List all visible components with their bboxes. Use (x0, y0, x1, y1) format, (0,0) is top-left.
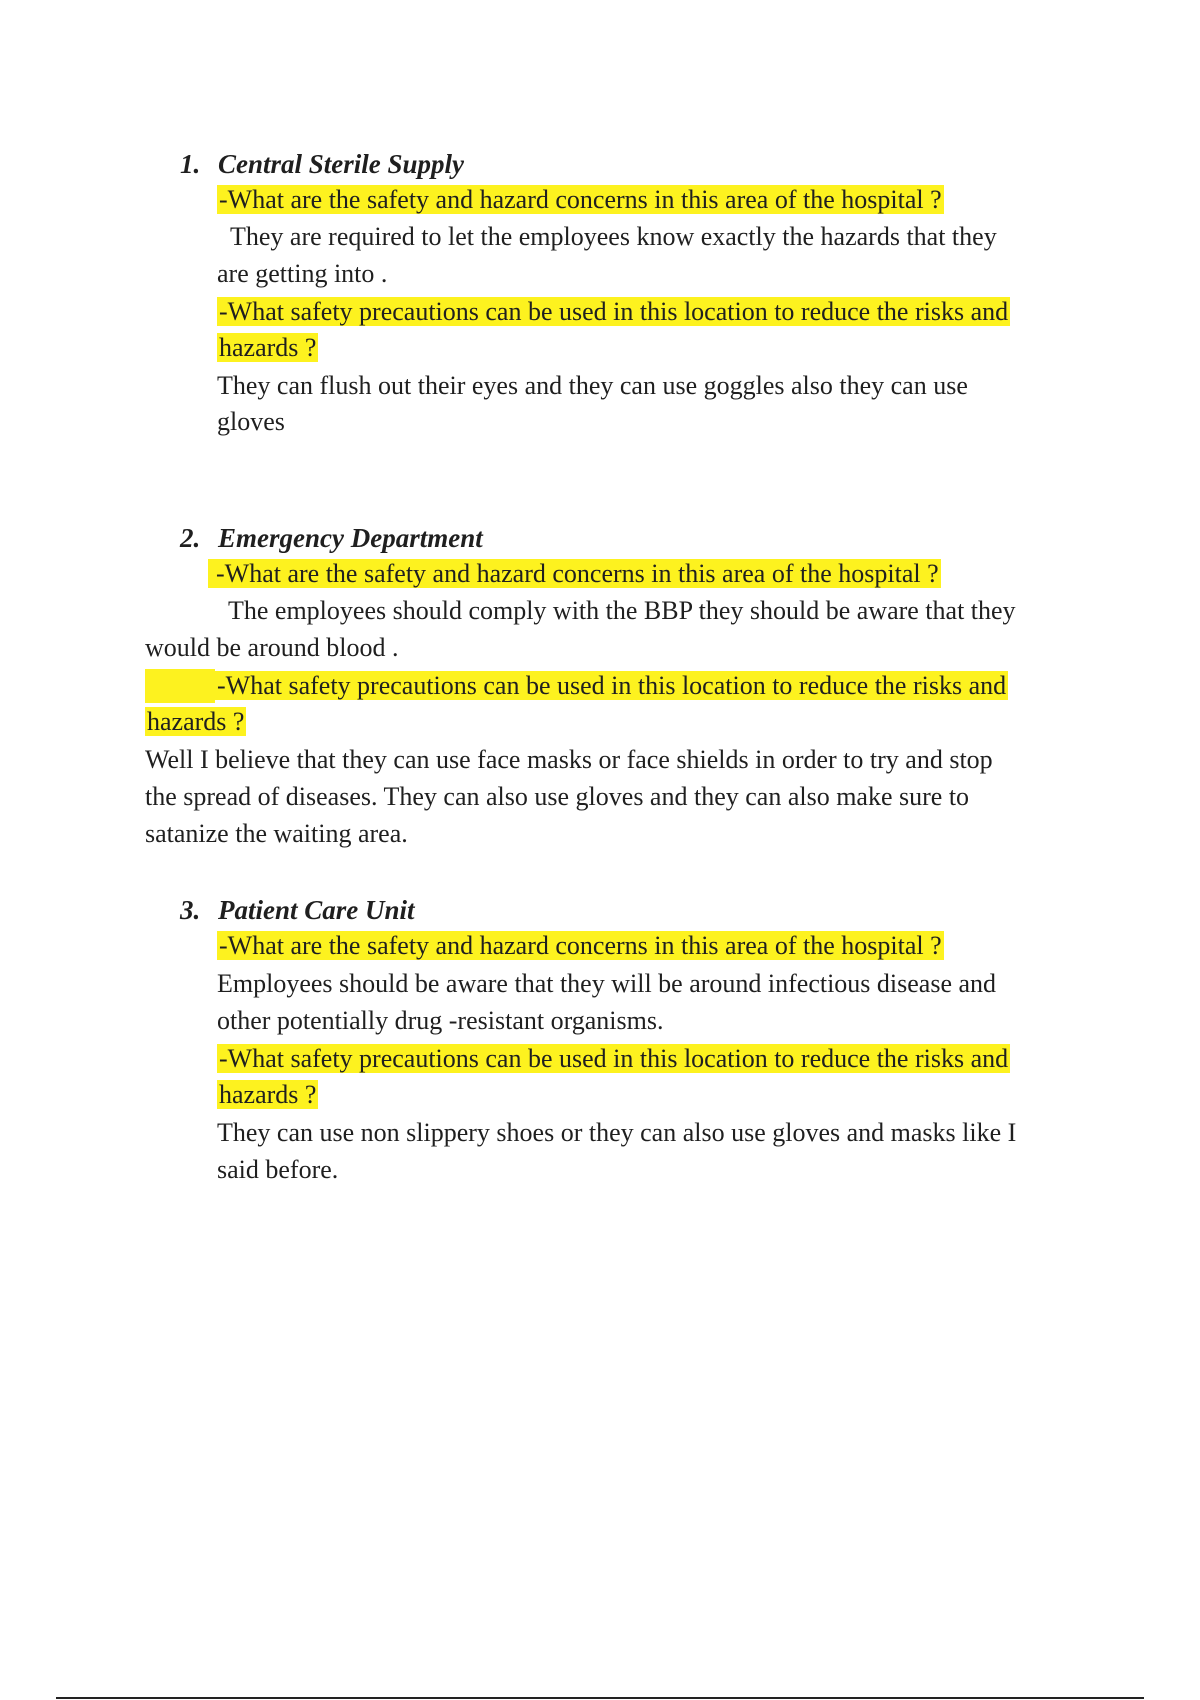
answer-line: Employees should be aware that they will be around infectious disease and (217, 969, 997, 998)
answer-line: They can flush out their eyes and they can use goggles also they can use (217, 371, 968, 400)
question-line (217, 330, 318, 366)
question-line (217, 294, 1010, 330)
footer-rule (56, 1697, 1144, 1699)
section-heading (180, 520, 483, 556)
question-line (208, 556, 941, 592)
highlighted-question: hazards ? (219, 333, 317, 362)
question-line (215, 668, 1008, 704)
highlighted-question: -What safety precautions can be used in this location to reduce the risks and (219, 1044, 1009, 1073)
highlighted-question: -What safety precautions can be used in this location to reduce the risks and (219, 297, 1009, 326)
question-line (217, 1077, 318, 1113)
answer-line: They can use non slippery shoes or they can also use gloves and masks like I (217, 1118, 1017, 1147)
highlighted-question: hazards ? (219, 1080, 317, 1109)
highlight-indent (145, 669, 215, 703)
section-title: Emergency Department (218, 523, 483, 553)
answer-line: Well I believe that they can use face masks or face shields in order to try and stop (145, 745, 993, 774)
highlighted-question: -What are the safety and hazard concerns in this area of the hospital ? (219, 185, 942, 214)
highlighted-question: -What safety precautions can be used in this location to reduce the risks and (217, 671, 1007, 700)
answer-line: would be around blood . (145, 633, 399, 662)
answer-line: gloves (217, 407, 285, 436)
answer-line: the spread of diseases. They can also use gloves and they can also make sure to (145, 782, 970, 811)
section-number: 2. (180, 523, 201, 553)
question-line (217, 1041, 1010, 1077)
question-line (217, 928, 944, 964)
answer-line: are getting into . (217, 259, 388, 288)
question-line (145, 704, 246, 740)
answer-line: The employees should comply with the BBP they should be aware that they (228, 596, 1016, 625)
section-number: 3. (180, 895, 201, 925)
section-number: 1. (180, 149, 201, 179)
section-title: Patient Care Unit (218, 895, 415, 925)
section-heading (180, 146, 464, 182)
section-title: Central Sterile Supply (218, 149, 465, 179)
highlighted-question: -What are the safety and hazard concerns in this area of the hospital ? (219, 931, 942, 960)
answer-line: They are required to let the employees know exactly the hazards that they (230, 222, 997, 251)
answer-line: other potentially drug -resistant organisms. (217, 1006, 664, 1035)
highlighted-question: -What are the safety and hazard concerns in this area of the hospital ? (208, 559, 941, 588)
section-heading (180, 892, 415, 928)
question-line (217, 182, 944, 218)
answer-line: said before. (217, 1155, 339, 1184)
answer-line: satanize the waiting area. (145, 819, 408, 848)
highlighted-question: hazards ? (147, 707, 245, 736)
